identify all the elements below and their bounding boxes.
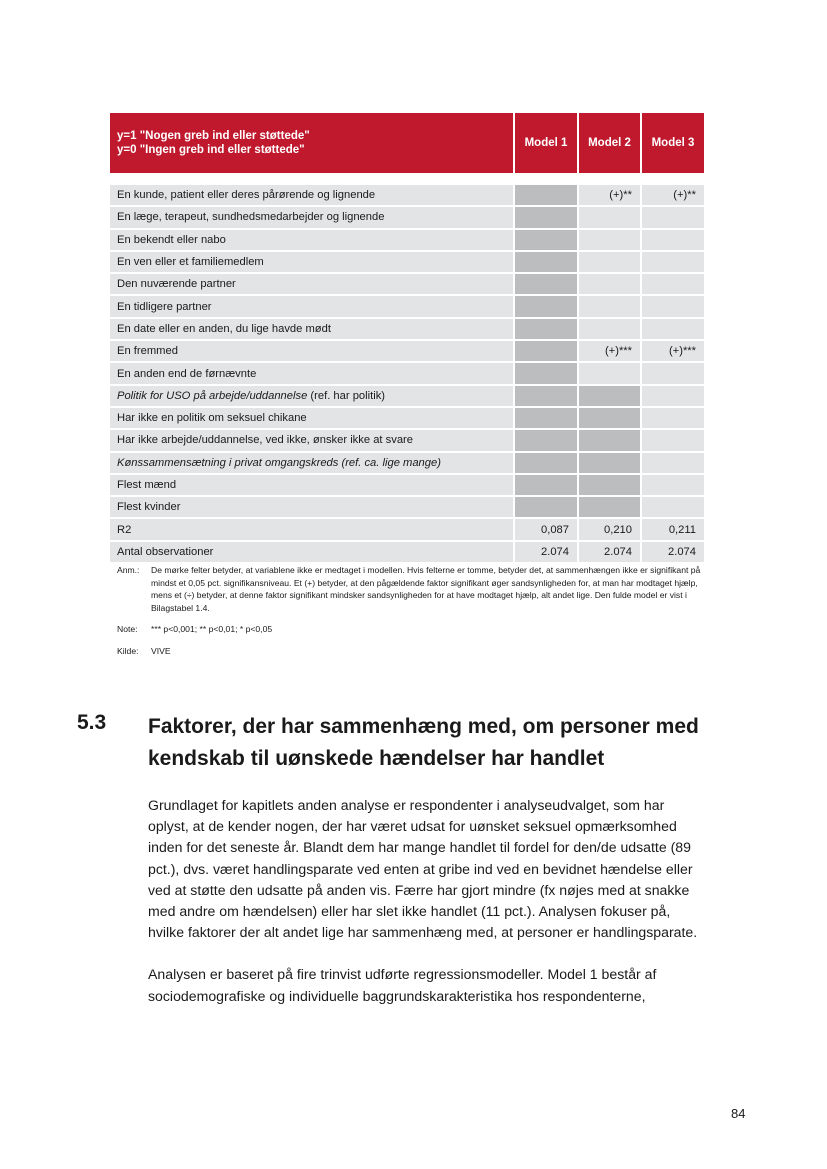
model-3-cell (640, 363, 704, 383)
regression-table-container (110, 111, 704, 564)
table-row (110, 296, 704, 316)
section-number: 5.3 (77, 711, 107, 734)
table-row (110, 497, 704, 517)
table-row (110, 519, 704, 539)
row-label: En tidligere partner (110, 296, 513, 316)
model-1-cell (513, 363, 577, 383)
header-line-2: y=0 "Ingen greb ind eller støttede" (117, 144, 305, 156)
significance-note (117, 623, 707, 636)
model-2-cell: (+)** (577, 185, 640, 205)
table-row (110, 386, 704, 406)
model-3-cell: 0,211 (640, 519, 704, 539)
model-2-cell: 2.074 (577, 542, 640, 562)
table-row (110, 274, 704, 294)
kilde-key: Kilde: (117, 645, 139, 656)
row-label-italic: Politik for USO på arbejde/uddannelse (117, 389, 308, 402)
table-row (110, 252, 704, 272)
model-3-cell (640, 230, 704, 250)
model-2-cell (577, 475, 640, 495)
model-1-cell (513, 497, 577, 517)
table-row (110, 319, 704, 339)
table-header-row (110, 113, 704, 173)
anm-note (117, 564, 707, 614)
page-number: 84 (731, 1106, 746, 1121)
row-label: En date eller en anden, du lige havde mødt (110, 319, 513, 339)
row-label: Flest kvinder (110, 497, 513, 517)
table-row (110, 185, 704, 205)
kilde-text: VIVE (151, 645, 171, 656)
model-2-header: Model 2 (577, 113, 640, 173)
model-3-cell (640, 274, 704, 294)
dependent-variable-header (110, 113, 513, 173)
model-2-cell (577, 430, 640, 450)
model-2-cell (577, 207, 640, 227)
table-row (110, 430, 704, 450)
row-label: En anden end de førnævnte (110, 363, 513, 383)
anm-key: Anm.: (117, 565, 140, 575)
model-1-cell (513, 185, 577, 205)
model-1-cell (513, 341, 577, 361)
model-2-cell (577, 230, 640, 250)
model-3-cell: 2.074 (640, 542, 704, 562)
note-key: Note: (117, 624, 138, 635)
table-body (110, 175, 704, 562)
row-label: Flest mænd (110, 475, 513, 495)
paragraph: Analysen er baseret på fire trinvist udførte regressionsmodeller. Model 1 består af sociodemografiske og individuelle baggrundskarakteristika hos respondenterne, (148, 966, 657, 1004)
table-row (110, 341, 704, 361)
model-3-cell (640, 497, 704, 517)
model-3-cell (640, 207, 704, 227)
model-3-cell (640, 408, 704, 428)
model-3-cell (640, 319, 704, 339)
model-3-cell (640, 386, 704, 406)
model-2-cell (577, 274, 640, 294)
row-label: En ven eller et familiemedlem (110, 252, 513, 272)
model-1-cell: 0,087 (513, 519, 577, 539)
model-2-cell (577, 497, 640, 517)
regression-table (110, 111, 704, 564)
model-1-cell (513, 296, 577, 316)
row-label: R2 (110, 519, 513, 539)
row-label: Har ikke en politik om seksuel chikane (110, 408, 513, 428)
row-label: Har ikke arbejde/uddannelse, ved ikke, ønsker ikke at svare (110, 430, 513, 450)
model-1-cell (513, 319, 577, 339)
row-label: Antal observationer (110, 542, 513, 562)
table-row (110, 363, 704, 383)
note-text: *** p<0,001; ** p<0,01; * p<0,05 (151, 624, 273, 635)
model-2-cell: 0,210 (577, 519, 640, 539)
model-1-cell (513, 207, 577, 227)
row-label (110, 386, 513, 406)
model-3-cell: (+)** (640, 185, 704, 205)
model-3-cell (640, 430, 704, 450)
model-1-cell (513, 475, 577, 495)
body-text (148, 795, 708, 1028)
model-1-header: Model 1 (513, 113, 577, 173)
anm-text: De mørke felter betyder, at variablene ikke er medtaget i modellen. Hvis felterne er tomme, betyder det, at sammenhængen ikke er signifikant på mindst et 0,05 pct. signifikansniveau. Et (+) betyder, at den pågældende faktor signifikant øger sandsynligheden for, at man har modtaget hjælp, mens et (÷) betyder, at denne faktor signifikant mindsker sandsynligheden for at have modtaget hjælp, alt andet lige. Den fulde model er vist i Bilagstabel 1.4. (151, 565, 701, 613)
model-3-cell (640, 296, 704, 316)
row-label-rest: (ref. har politik) (307, 389, 386, 402)
model-1-cell (513, 274, 577, 294)
row-label: En læge, terapeut, sundhedsmedarbejder og lignende (110, 207, 513, 227)
table-row (110, 408, 704, 428)
table-row (110, 453, 704, 473)
table-notes (117, 564, 707, 667)
table-row (110, 207, 704, 227)
model-1-cell (513, 453, 577, 473)
model-2-cell (577, 386, 640, 406)
model-2-cell: (+)*** (577, 341, 640, 361)
row-label-italic: Kønssammensætning i privat omgangskreds (ref. ca. lige mange) (117, 456, 441, 469)
model-1-cell (513, 430, 577, 450)
model-1-cell: 2.074 (513, 542, 577, 562)
header-line-1: y=1 "Nogen greb ind eller støttede" (117, 130, 310, 142)
model-2-cell (577, 408, 640, 428)
model-3-header: Model 3 (640, 113, 704, 173)
table-row (110, 475, 704, 495)
row-label: En bekendt eller nabo (110, 230, 513, 250)
model-3-cell (640, 252, 704, 272)
paragraph: Grundlaget for kapitlets anden analyse er respondenter i analyseudvalget, som har oplyst, at de kender nogen, der har været udsat for uønsket seksuel opmærksomhed inden for det seneste år. Blandt dem har mange handlet til fordel for den/de udsatte (89 pct.), dvs. været handlingsparate ved enten at gribe ind ved en bevidnet hændelse eller ved at støtte den udsatte på anden vis. Færre har gjort mindre (fx nøjes med at snakke med andre om hændelsen) eller har slet ikke handlet (11 pct.). Analysen fokuser på, hvilke faktorer der alt andet lige har sammenhæng med, at personer er handlingsparate. (148, 797, 698, 941)
model-1-cell (513, 408, 577, 428)
table-row (110, 542, 704, 562)
model-2-cell (577, 296, 640, 316)
section-title: Faktorer, der har sammenhæng med, om personer med kendskab til uønskede hændelser har handlet (148, 715, 699, 770)
table-row (110, 230, 704, 250)
model-2-cell (577, 453, 640, 473)
row-label (110, 453, 513, 473)
model-1-cell (513, 386, 577, 406)
model-2-cell (577, 319, 640, 339)
model-3-cell (640, 475, 704, 495)
model-2-cell (577, 252, 640, 272)
row-label: Den nuværende partner (110, 274, 513, 294)
model-1-cell (513, 252, 577, 272)
row-label: En kunde, patient eller deres pårørende og lignende (110, 185, 513, 205)
model-3-cell: (+)*** (640, 341, 704, 361)
model-2-cell (577, 363, 640, 383)
model-3-cell (640, 453, 704, 473)
row-label: En fremmed (110, 341, 513, 361)
source-note (117, 645, 707, 658)
model-1-cell (513, 230, 577, 250)
